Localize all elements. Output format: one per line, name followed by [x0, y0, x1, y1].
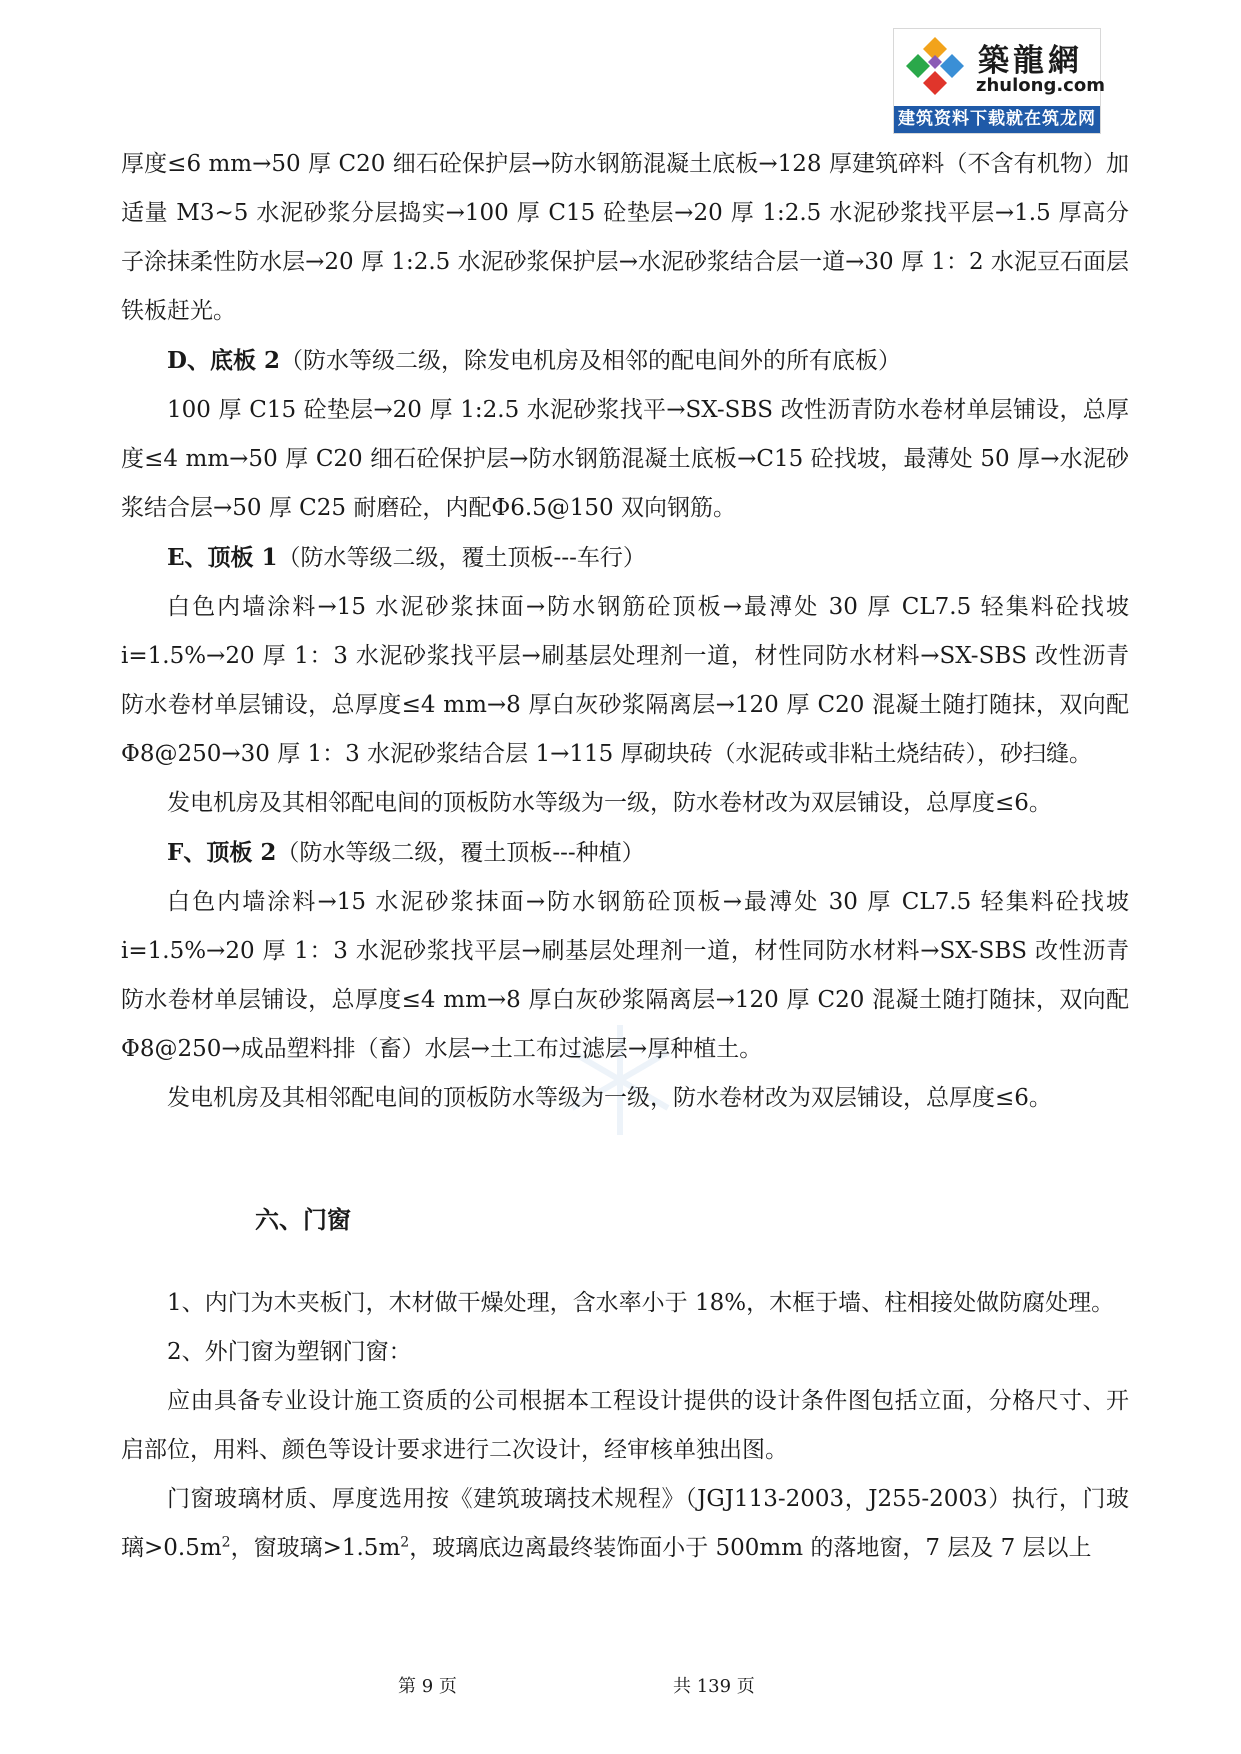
paragraph: 厚度≤6 mm→50 厚 C20 细石砼保护层→防水钢筋混凝土底板→128 厚建筑碎料（不含有机物）加适量 M3~5 水泥砂浆分层捣实→100 厚 C15 砼垫层→20 厚 1:2.5 水泥砂浆找平层→1.5 厚高分子涂抹柔性防水层→20 厚 1:2.5 水泥砂浆保护层→水泥砂浆结合层一道→30 厚 1：2 水泥豆石面层铁板赶光。 — [121, 151, 1129, 324]
paragraph: 白色内墙涂料→15 水泥砂浆抹面→防水钢筋砼顶板→最溥处 30 厚 CL7.5 轻集料砼找坡 i=1.5%→20 厚 1：3 水泥砂浆找平层→刷基层处理剂一道，材性同防水材料→SX-SBS 改性沥青防水卷材单层铺设，总厚度≤4 mm→8 厚白灰砂浆隔离层→120 厚 C20 混凝土随打随抹，双向配 Φ8@250→成品塑料排（畜）水层→土工布过滤层→厚种植土。 — [121, 889, 1129, 1062]
total-pages: 共 139 页 — [673, 1676, 755, 1697]
logo-domain: zhulong.com — [976, 75, 1105, 96]
subheading-d — [121, 336, 1129, 386]
page-number: 第 9 页 — [398, 1676, 457, 1697]
subheading-note: （防水等级二级，除发电机房及相邻的配电间外的所有底板） — [279, 348, 901, 374]
subheading-note: （防水等级二级，覆土顶板---车行） — [277, 545, 646, 571]
subheading-label: D、底板 2 — [167, 347, 280, 374]
subheading-note: （防水等级二级，覆土顶板---种植） — [276, 840, 645, 866]
paragraph-glass — [121, 1475, 1129, 1573]
logo-slogan: 建筑资料下载就在筑龙网 — [894, 106, 1100, 133]
text-fragment: ，窗玻璃>1.5m — [230, 1535, 401, 1561]
section-heading: 六、门窗 — [255, 1206, 351, 1234]
subheading-e — [121, 533, 1129, 583]
paragraph: 100 厚 C15 砼垫层→20 厚 1:2.5 水泥砂浆找平→SX-SBS 改性沥青防水卷材单层铺设，总厚度≤4 mm→50 厚 C20 细石砼保护层→防水钢筋混凝土底板→C15 砼找坡，最薄处 50 厚→水泥砂浆结合层→50 厚 C25 耐磨砼，内配Φ6.5@150 双向钢筋。 — [121, 397, 1129, 521]
section-body — [121, 1279, 1129, 1573]
superscript: 2 — [221, 1534, 231, 1551]
zhulong-logo — [893, 28, 1105, 134]
document-body — [121, 140, 1129, 1123]
paragraph: 2、外门窗为塑钢门窗： — [167, 1339, 412, 1365]
zhulong-logo-mark-icon — [902, 35, 968, 101]
paragraph: 白色内墙涂料→15 水泥砂浆抹面→防水钢筋砼顶板→最溥处 30 厚 CL7.5 轻集料砼找坡 i=1.5%→20 厚 1：3 水泥砂浆找平层→刷基层处理剂一道，材性同防水材料→SX-SBS 改性沥青防水卷材单层铺设，总厚度≤4 mm→8 厚白灰砂浆隔离层→120 厚 C20 混凝土随打随抹，双向配 Φ8@250→30 厚 1：3 水泥砂浆结合层 1→115 厚砌块砖（水泥砖或非粘土烧结砖），砂扫缝。 — [121, 594, 1129, 767]
subheading-f — [121, 828, 1129, 878]
subheading-label: E、顶板 1 — [167, 544, 278, 571]
paragraph: 1、内门为木夹板门，木材做干燥处理，含水率小于 18%，木框于墙、柱相接处做防腐处理。 — [167, 1290, 1115, 1316]
superscript: 2 — [400, 1534, 410, 1551]
paragraph: 应由具备专业设计施工资质的公司根据本工程设计提供的设计条件图包括立面，分格尺寸、开启部位，用料、颜色等设计要求进行二次设计，经审核单独出图。 — [121, 1388, 1129, 1463]
paragraph: 发电机房及其相邻配电间的顶板防水等级为一级，防水卷材改为双层铺设，总厚度≤6。 — [167, 1085, 1052, 1111]
logo-name-cn: 築龍網 — [978, 43, 1083, 79]
text-fragment: ，玻璃底边离最终装饰面小于 500mm 的落地窗，7 层及 7 层以上 — [409, 1535, 1092, 1561]
paragraph: 发电机房及其相邻配电间的顶板防水等级为一级，防水卷材改为双层铺设，总厚度≤6。 — [167, 790, 1052, 816]
subheading-label: F、顶板 2 — [167, 839, 277, 866]
text-fragment: 门窗玻璃材质、厚度选用按《建筑玻璃技术规程》（JGJ113-2003，J255-2003）执行，门玻璃>0.5m — [121, 1486, 1129, 1561]
